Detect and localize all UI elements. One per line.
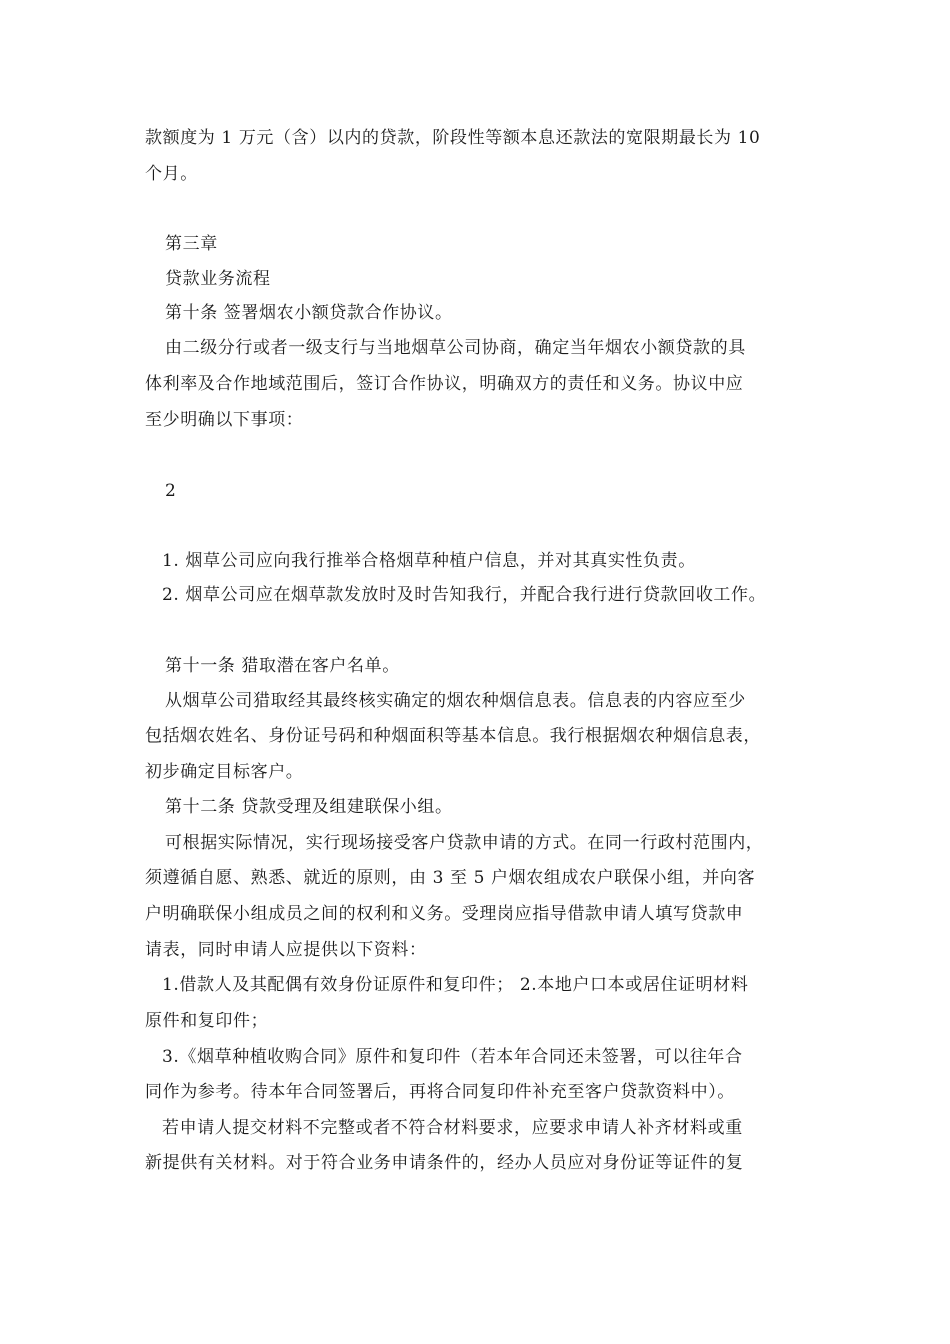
paragraph-line: 同作为参考。待本年合同签署后，再将合同复印件补充至客户贷款资料中）。	[145, 1082, 735, 1102]
paragraph-line: 包括烟农姓名、身份证号码和种烟面积等基本信息。我行根据烟农种烟信息表，	[145, 726, 761, 746]
page-number: 2	[165, 481, 177, 501]
paragraph-line: 新提供有关材料。对于符合业务申请条件的，经办人员应对身份证等证件的复	[145, 1153, 744, 1173]
article-heading: 第十条 签署烟农小额贷款合作协议。	[165, 303, 453, 323]
paragraph-line: 可根据实际情况，实行现场接受客户贷款申请的方式。在同一行政村范围内，	[165, 833, 764, 853]
article-heading: 第十二条 贷款受理及组建联保小组。	[165, 797, 453, 817]
paragraph-line: 户明确联保小组成员之间的权利和义务。受理岗应指导借款申请人填写贷款申	[145, 904, 744, 924]
paragraph-line: 由二级分行或者一级支行与当地烟草公司协商，确定当年烟农小额贷款的具	[165, 338, 746, 358]
list-item: 3.《烟草种植收购合同》原件和复印件（若本年合同还未签署，可以往年合	[162, 1047, 743, 1067]
article-heading: 第十一条 猎取潜在客户名单。	[165, 656, 400, 676]
paragraph-line: 个月。	[145, 164, 198, 184]
list-item: 2. 烟草公司应在烟草款发放时及时告知我行，并配合我行进行贷款回收工作。	[162, 585, 767, 605]
paragraph-line: 若申请人提交材料不完整或者不符合材料要求，应要求申请人补齐材料或重	[162, 1118, 743, 1138]
paragraph-line: 初步确定目标客户。	[145, 762, 304, 782]
paragraph-line: 至少明确以下事项：	[145, 410, 304, 430]
paragraph-line: 体利率及合作地域范围后，签订合作协议，明确双方的责任和义务。协议中应	[145, 374, 744, 394]
list-item: 1.借款人及其配偶有效身份证原件和复印件； 2.本地户口本或居住证明材料	[162, 975, 749, 995]
list-item: 1. 烟草公司应向我行推举合格烟草种植户信息，并对其真实性负责。	[162, 551, 696, 571]
paragraph-line: 须遵循自愿、熟悉、就近的原则，由 3 至 5 户烟农组成农户联保小组，并向客	[145, 868, 756, 888]
paragraph-line: 从烟草公司猎取经其最终核实确定的烟农种烟信息表。信息表的内容应至少	[165, 691, 746, 711]
paragraph-line: 请表，同时申请人应提供以下资料：	[145, 940, 427, 960]
chapter-number: 第三章	[165, 234, 218, 254]
paragraph-line: 原件和复印件；	[145, 1011, 269, 1031]
paragraph-line: 款额度为 1 万元（含）以内的贷款，阶段性等额本息还款法的宽限期最长为 10	[145, 128, 761, 148]
chapter-title: 贷款业务流程	[165, 269, 271, 289]
